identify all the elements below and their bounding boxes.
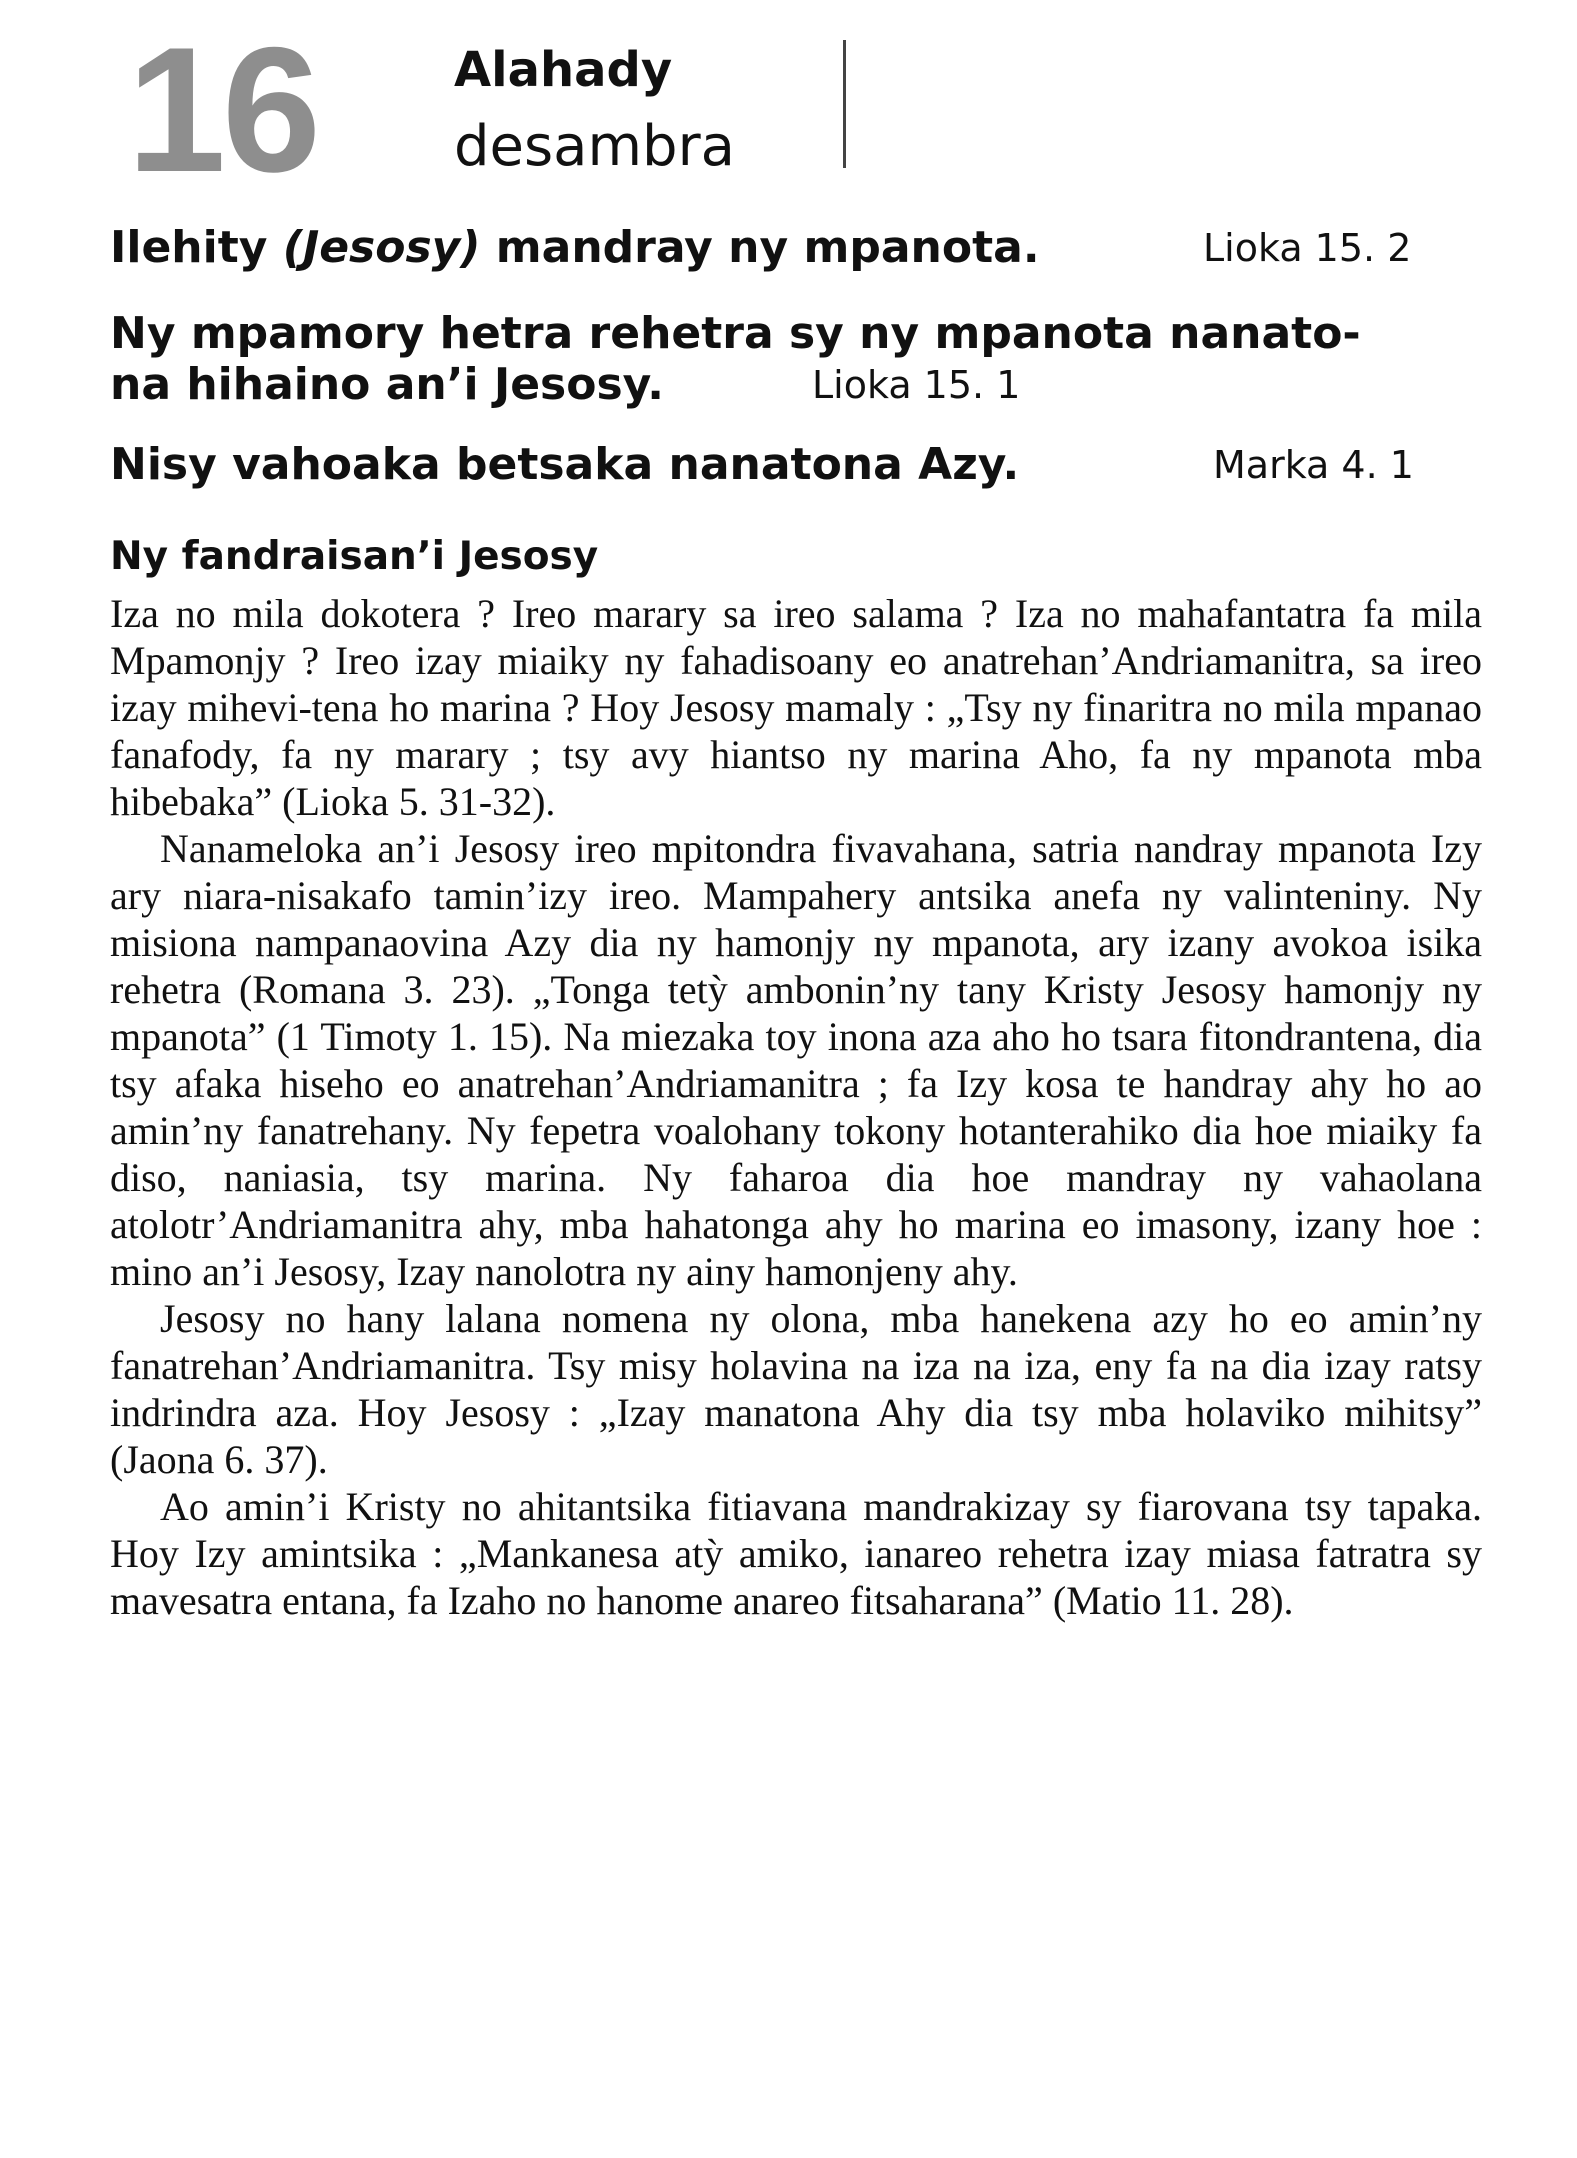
- month-label: desambra: [454, 114, 735, 179]
- verse-3-reference: Marka 4. 1: [1213, 443, 1414, 487]
- weekday-label: Alahady: [454, 42, 673, 98]
- verse-2-line-1: Ny mpamory hetra rehetra sy ny mpanota nanato-: [110, 308, 1361, 359]
- verse-1-reference: Lioka 15. 2: [1203, 226, 1412, 270]
- verse-1-text-after: mandray ny mpanota.: [480, 222, 1040, 273]
- header-divider: [843, 40, 846, 168]
- verse-2-line-2: na hihaino an’i Jesosy.: [110, 359, 665, 410]
- paragraph-4: Ao amin’i Kristy no ahitantsika fitiavana mandrakizay sy fiarovana tsy tapaka. Hoy Izy amintsika : „Mankanesa atỳ amiko, ianareo rehetra izay miasa fatratra sy mavesatra entana, fa Izaho no hanome anareo fitsaharana” (Matio 11. 28).: [110, 1484, 1482, 1623]
- date-number: 16: [127, 10, 317, 209]
- paragraph-3: Jesosy no hany lalana nomena ny olona, mba hanekena azy ho eo amin’ny fanatrehan’Andriamanitra. Tsy misy holavina na iza na iza, eny fa na dia izay ratsy indrindra aza. Hoy Jesosy : „Izay manatona Ahy dia tsy mba holaviko mihitsy” (Jaona 6. 37).: [110, 1296, 1482, 1482]
- verse-2-reference: Lioka 15. 1: [812, 363, 1021, 407]
- paragraph-2: Nanameloka an’i Jesosy ireo mpitondra fivavahana, satria nandray mpanota Izy ary niara-nisakafo tamin’izy ireo. Mampahery antsika anefa ny valinteniny. Ny misiona nampanaovina Azy dia ny hamonjy ny mpanota, ary izany avokoa isika rehetra (Romana 3. 23). „Tonga tetỳ ambonin’ny tany Kristy Jesosy hamonjy ny mpanota” (1 Timoty 1. 15). Na miezaka toy inona aza aho ho tsara fitondrantena, dia tsy afaka hiseho eo anatrehan’Andriamanitra ; fa Izy kosa te handray ahy ho ao amin’ny fanatrehany. Ny fepetra voalohany tokony hotanterahiko dia hoe miaiky fa diso, naniasia, tsy marina. Ny faharoa dia hoe mandray ny vahaolana atolotr’Andriamanitra ahy, mba hahatonga ahy ho marina eo imasony, izany hoe : mino an’i Jesosy, Izay nanolotra ny ainy hamonjeny ahy.: [110, 826, 1482, 1294]
- paragraph-1: Iza no mila dokotera ? Ireo marary sa ireo salama ? Iza no mahafantatra fa mila Mpamonjy ? Ireo izay miaiky ny fahadisoany eo anatrehan’Andriamanitra, sa ireo izay mihevi-tena ho marina ? Hoy Jesosy mamaly : „Tsy ny finaritra no mila mpanao fanafody, fa ny marary ; tsy avy hiantso ny marina Aho, fa ny mpanota mba hibebaka” (Lioka 5. 31-32).: [110, 591, 1482, 824]
- verse-1: [110, 220, 1040, 276]
- verse-1-italic: (Jesosy): [282, 222, 481, 273]
- verse-1-text-before: Ilehity: [110, 222, 283, 273]
- verse-3: Nisy vahoaka betsaka nanatona Azy.: [110, 439, 1020, 490]
- meditation-title: Ny fandraisan’i Jesosy: [110, 534, 599, 579]
- meditation-body: [110, 590, 1482, 1624]
